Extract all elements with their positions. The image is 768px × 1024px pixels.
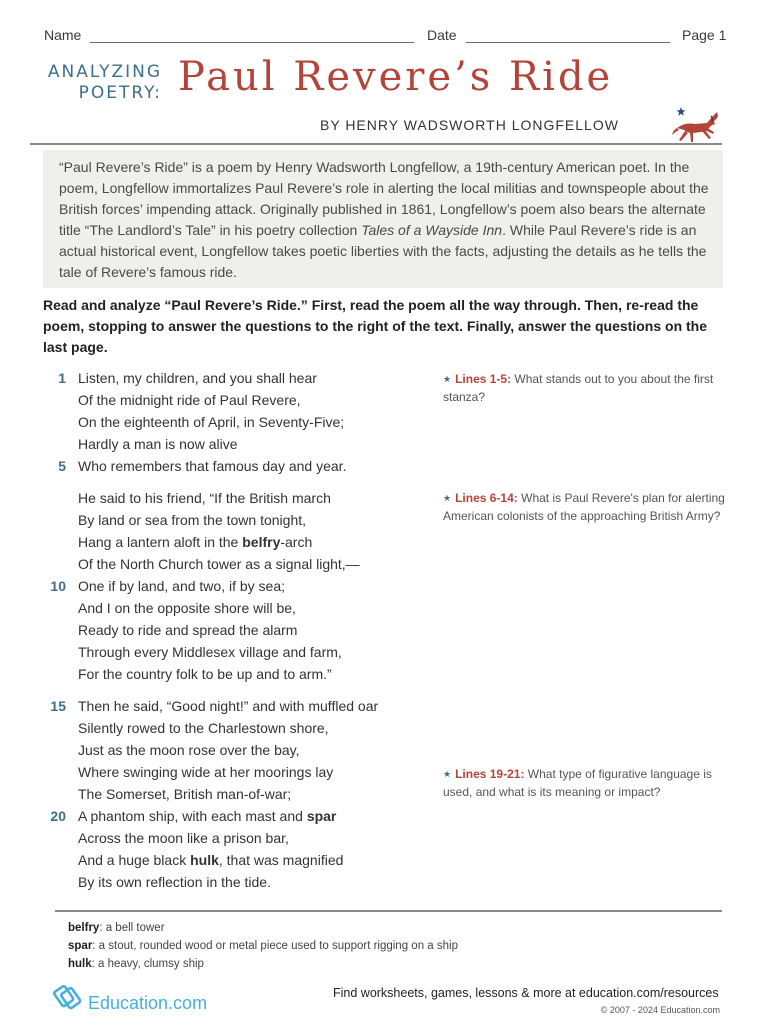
glossary-term-spar: spar <box>306 808 337 824</box>
glossary-term-belfry: belfry <box>242 534 281 550</box>
instructions: Read and analyze “Paul Revere’s Ride.” First, read the poem all the way through. Then, re-read the poem, stopping to answer the questions to the right of the text. Finally, answer the questions on the last page. <box>43 297 708 355</box>
name-label: Name <box>44 27 82 43</box>
question-note-3: ★ Lines 19-21: What type of figurative language is used, and what is its meaning or impact? <box>443 767 712 799</box>
glossary-entry: spar: a stout, rounded wood or metal piece used to support rigging on a ship <box>68 940 458 952</box>
star-icon: ★ <box>443 493 452 503</box>
line-number: 10 <box>50 578 66 594</box>
byline: BY HENRY WADSWORTH LONGFELLOW <box>320 117 619 133</box>
horse-icon <box>671 104 723 148</box>
page-title: Paul Revere’s Ride <box>178 54 614 100</box>
glossary-entry: hulk: a heavy, clumsy ship <box>68 958 204 970</box>
line-number: 15 <box>50 698 66 714</box>
question-note-2: ★ Lines 6-14: What is Paul Revere's plan for alerting American colonists of the approaching British Army? <box>443 491 725 523</box>
title-divider <box>30 143 722 145</box>
page-number: Page 1 <box>682 27 727 43</box>
glossary <box>68 919 458 973</box>
footer-resources-link[interactable]: Find worksheets, games, lessons & more at education.com/resources <box>333 986 719 1000</box>
question-note-1: ★ Lines 1-5: What stands out to you about the first stanza? <box>443 372 714 404</box>
line-number: 5 <box>58 458 66 474</box>
title-kicker: ANALYZING POETRY: <box>47 62 162 103</box>
glossary-term-hulk: hulk <box>190 852 219 868</box>
line-number: 20 <box>50 808 66 824</box>
glossary-entry: belfry: a bell tower <box>68 922 165 934</box>
date-field[interactable] <box>466 42 670 43</box>
date-label: Date <box>427 27 457 43</box>
glossary-divider <box>55 910 722 912</box>
education-logo-icon <box>53 980 85 1012</box>
brand-name[interactable]: Education.com <box>88 993 208 1013</box>
copyright: © 2007 - 2024 Education.com <box>600 1005 720 1015</box>
star-icon: ★ <box>443 769 452 779</box>
star-icon: ★ <box>443 374 452 384</box>
intro-box: “Paul Revere’s Ride” is a poem by Henry Wadsworth Longfellow, a 19th-century American poet. In the poem, Longfellow immortalizes Paul Revere’s role in alerting the local militias and townspeople about the British forces’ impending attack. Originally published in 1861, Longfellow’s poem also bears the alternate title “The Landlord’s Tale” in his poetry collection Tales of a Wayside Inn. While Paul Revere’s ride is an actual historical event, Longfellow takes poetic liberties with the facts, adjusting the details as he tells the tale of Revere’s famous ride. <box>43 150 723 288</box>
line-number: 1 <box>58 370 66 386</box>
name-field[interactable] <box>90 42 414 43</box>
